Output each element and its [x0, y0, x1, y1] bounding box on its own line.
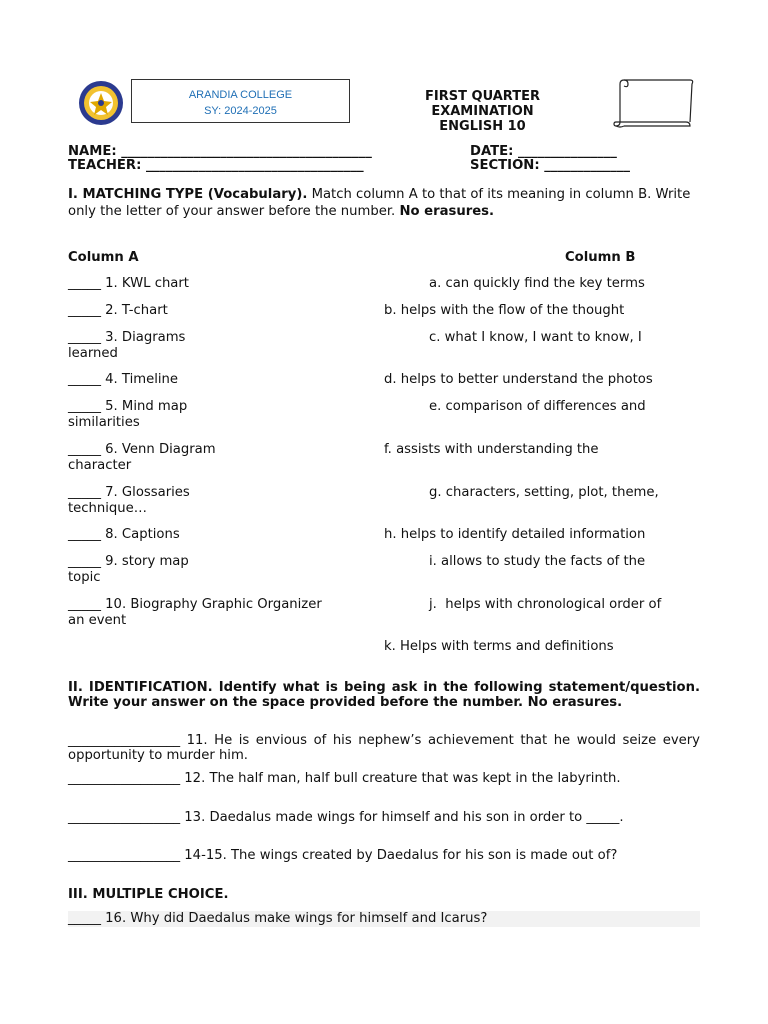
part1-no-erasures: No erasures. [399, 204, 495, 219]
question-11[interactable]: _________________ 11. He is envious of his nephew’s achievement that he would seize every opportunity to murder him. [68, 733, 700, 763]
column-a-header: Column A [68, 250, 139, 265]
item-d-column-b: d. helps to better understand the photos [384, 372, 653, 387]
item-g-continuation: technique… [68, 501, 147, 516]
item-2-column-a[interactable]: _____ 2. T-chart [68, 303, 168, 318]
exam-title [400, 89, 565, 134]
item-e-continuation: similarities [68, 415, 140, 430]
part1-instructions [68, 186, 700, 220]
item-j-column-b: j. helps with chronological order of [429, 597, 662, 612]
item-9-column-a[interactable]: _____ 9. story map [68, 554, 189, 569]
item-f-continuation: character [68, 458, 132, 473]
college-seal-logo [78, 80, 124, 126]
teacher-field[interactable]: TEACHER: _________________________________ [68, 158, 364, 173]
part3-heading: III. MULTIPLE CHOICE. [68, 887, 229, 902]
item-10-column-a[interactable]: _____ 10. Biography Graphic Organizer [68, 597, 322, 612]
item-c-column-b: c. what I know, I want to know, I [429, 330, 642, 345]
item-c-continuation: learned [68, 346, 118, 361]
column-b-header: Column B [565, 250, 636, 265]
item-i-column-b: i. allows to study the facts of the [429, 554, 646, 569]
item-6-column-a[interactable]: _____ 6. Venn Diagram [68, 442, 216, 457]
item-5-column-a[interactable]: _____ 5. Mind map [68, 399, 188, 414]
item-a-column-b: a. can quickly find the key terms [429, 276, 645, 291]
school-year: SY: 2024-2025 [204, 105, 277, 117]
item-k-column-b: k. Helps with terms and definitions [384, 639, 614, 654]
exam-title-line1: FIRST QUARTER [425, 89, 540, 104]
item-4-column-a[interactable]: _____ 4. Timeline [68, 372, 179, 387]
item-g-column-b: g. characters, setting, plot, theme, [429, 485, 659, 500]
item-h-column-b: h. helps to identify detailed information [384, 527, 646, 542]
school-name: ARANDIA COLLEGE [188, 89, 293, 101]
item-1-column-a[interactable]: _____ 1. KWL chart [68, 276, 189, 291]
question-14-15[interactable]: _________________ 14-15. The wings created by Daedalus for his son is made out of? [68, 848, 618, 863]
item-e-column-b: e. comparison of differences and [429, 399, 646, 414]
scroll-icon [612, 76, 694, 130]
exam-title-line3: ENGLISH 10 [439, 119, 526, 134]
item-8-column-a[interactable]: _____ 8. Captions [68, 527, 180, 542]
question-16[interactable]: _____ 16. Why did Daedalus make wings for himself and Icarus? [68, 911, 700, 927]
name-field[interactable]: NAME: ______________________________________ [68, 144, 372, 159]
exam-title-line2: EXAMINATION [431, 104, 534, 119]
section-field[interactable]: SECTION: _____________ [470, 158, 630, 173]
item-b-column-b: b. helps with the flow of the thought [384, 303, 625, 318]
item-i-continuation: topic [68, 570, 101, 585]
item-3-column-a[interactable]: _____ 3. Diagrams [68, 330, 186, 345]
part2-heading: II. IDENTIFICATION. Identify what is being ask in the following statement/question. Write your answer on the space provided before the number. No erasures. [68, 680, 700, 710]
question-12[interactable]: _________________ 12. The half man, half bull creature that was kept in the labyrinth. [68, 771, 621, 786]
item-7-column-a[interactable]: _____ 7. Glossaries [68, 485, 190, 500]
item-f-column-b: f. assists with understanding the [384, 442, 599, 457]
school-name-box [131, 79, 350, 123]
item-j-continuation: an event [68, 613, 127, 628]
part1-heading: I. MATCHING TYPE (Vocabulary). [68, 187, 308, 202]
part1-text: Match column A to that of its meaning in column B. Write only the letter of your answer before the number. [68, 187, 691, 219]
date-field[interactable]: DATE: _______________ [470, 144, 617, 159]
question-13[interactable]: _________________ 13. Daedalus made wings for himself and his son in order to _____. [68, 810, 624, 825]
